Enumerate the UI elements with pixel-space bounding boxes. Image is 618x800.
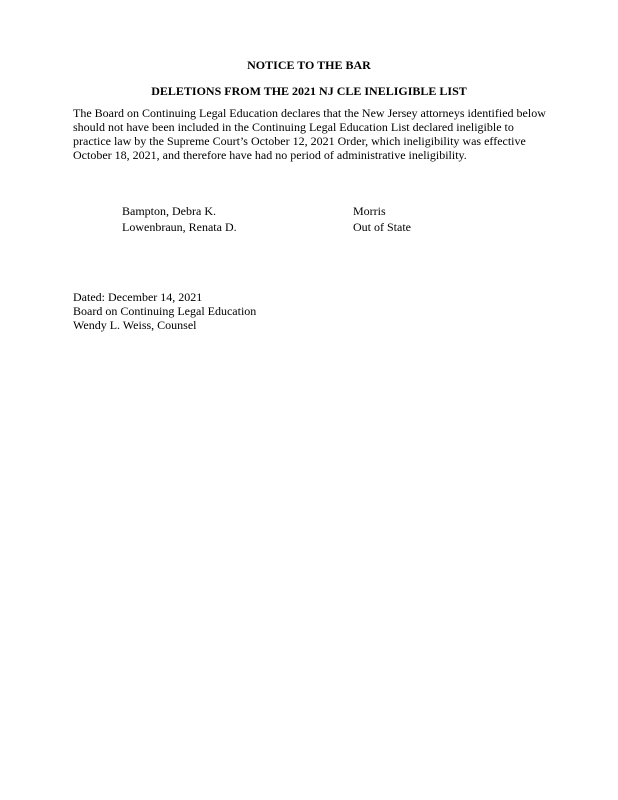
- notice-subtitle: DELETIONS FROM THE 2021 NJ CLE INELIGIBLE LIST: [151, 84, 467, 98]
- attorney-list: [122, 204, 462, 236]
- attorney-row: [122, 220, 462, 236]
- attorney-row: [122, 204, 462, 220]
- body-line: The Board on Continuing Legal Education declares that the New Jersey attorneys identified below: [73, 106, 546, 120]
- attorney-county: Out of State: [353, 220, 411, 234]
- notice-title: NOTICE TO THE BAR: [247, 58, 371, 72]
- attorney-name: Lowenbraun, Renata D.: [122, 220, 237, 234]
- attorney-county: Morris: [353, 204, 386, 218]
- body-line: October 18, 2021, and therefore have had no period of administrative ineligibility.: [73, 148, 467, 162]
- signature-block: [73, 290, 256, 332]
- counsel-name: Wendy L. Weiss, Counsel: [73, 318, 197, 332]
- body-line: practice law by the Supreme Court’s October 12, 2021 Order, which ineligibility was effective: [73, 134, 526, 148]
- dated-line: Dated: December 14, 2021: [73, 290, 203, 304]
- attorney-name: Bampton, Debra K.: [122, 204, 216, 218]
- body-line: should not have been included in the Continuing Legal Education List declared ineligible to: [73, 120, 514, 134]
- notice-body: [73, 106, 553, 162]
- board-name: Board on Continuing Legal Education: [73, 304, 257, 318]
